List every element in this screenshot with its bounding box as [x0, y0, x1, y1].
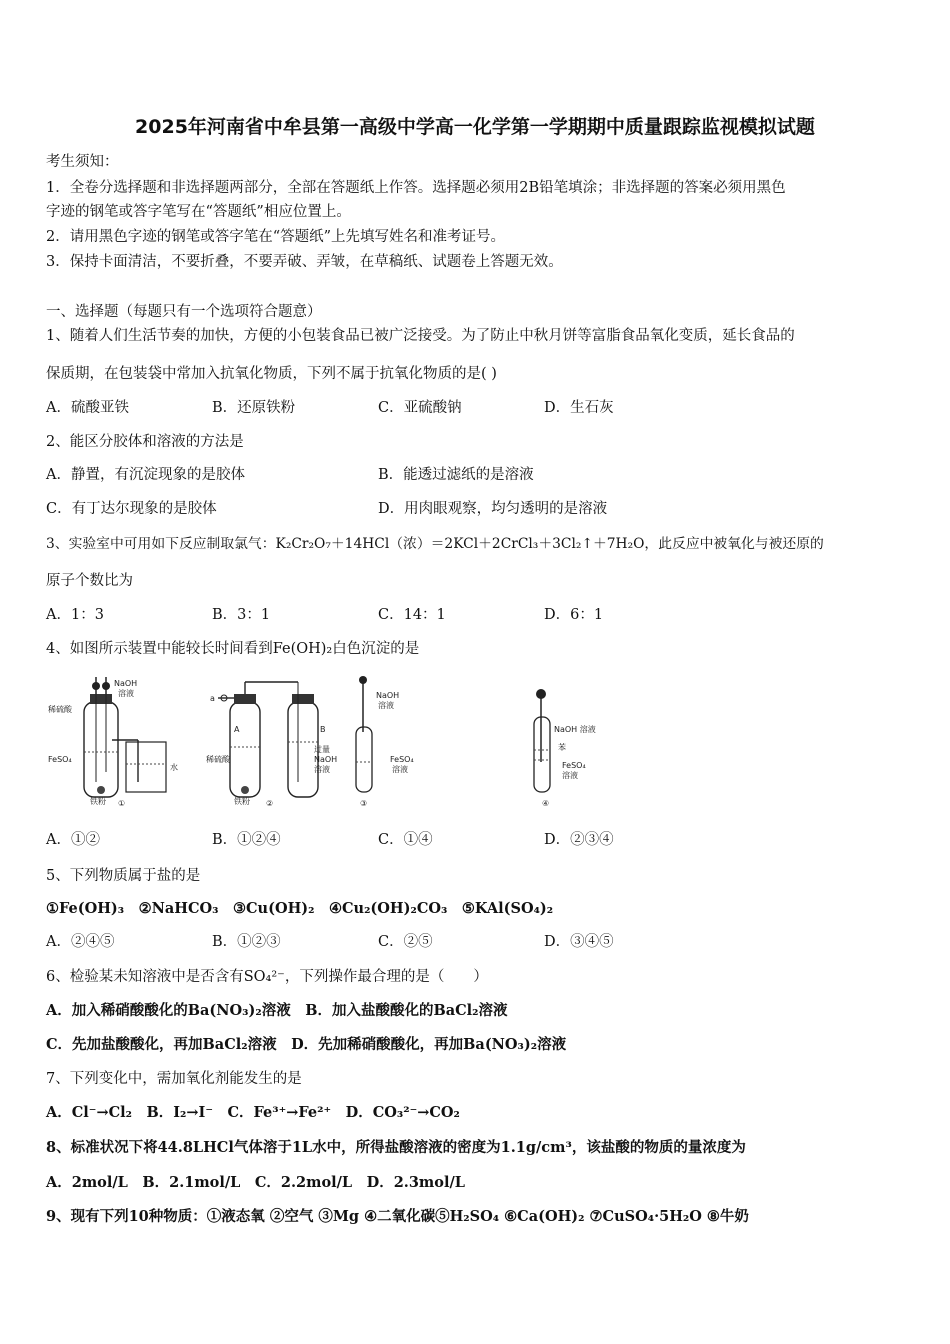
svg-text:溶液: 溶液	[314, 765, 330, 774]
q1-option-c: C．亚硫酸钠	[378, 400, 462, 416]
svg-text:①: ①	[118, 799, 126, 808]
q4-option-c: C．①④	[378, 832, 433, 848]
q5-option-c: C．②⑤	[378, 934, 433, 950]
q6-stem: 6、检验某未知溶液中是否含有SO₄²⁻，下列操作最合理的是（ ）	[46, 969, 488, 985]
svg-text:FeSO₄: FeSO₄	[562, 761, 586, 770]
q8-options: A．2mol/L B．2.1mol/L C．2.2mol/L D．2.3mol/L	[46, 1174, 465, 1191]
q4-stem: 4、如图所示装置中能较长时间看到Fe(OH)₂白色沉淀的是	[46, 641, 420, 657]
svg-text:NaOH: NaOH	[376, 691, 400, 700]
svg-text:溶液: 溶液	[378, 701, 394, 710]
apparatus-figure-3	[350, 672, 440, 817]
q4-option-d: D．②③④	[544, 832, 614, 848]
section-heading: 一、选择题（每题只有一个选项符合题意）	[46, 304, 322, 320]
svg-text:④: ④	[542, 799, 550, 808]
q2-option-b: B．能透过滤纸的是溶液	[378, 467, 534, 483]
svg-text:溶液: 溶液	[392, 765, 408, 774]
q3-option-c: C．14：1	[378, 607, 446, 623]
apparatus-figure-4	[528, 672, 628, 817]
svg-text:稀硫酸: 稀硫酸	[48, 705, 72, 714]
q4-option-a: A．①②	[46, 832, 100, 848]
q8-stem: 8、标准状况下将44.8LHCl气体溶于1L水中，所得盐酸溶液的密度为1.1g/cm³，该盐酸的物质的量浓度为	[46, 1139, 746, 1156]
q1-option-b: B．还原铁粉	[212, 400, 296, 416]
q5-option-d: D．③④⑤	[544, 934, 614, 950]
svg-text:FeSO₄: FeSO₄	[48, 755, 72, 764]
q2-option-d: D．用肉眼观察，均匀透明的是溶液	[378, 501, 608, 517]
svg-text:NaOH: NaOH	[114, 679, 138, 688]
q1-stem: 1、随着人们生活节奏的加快，方便的小包装食品已被广泛接受。为了防止中秋月饼等富脂食品氧化变质，延长食品的	[46, 328, 795, 344]
svg-text:稀硫酸: 稀硫酸	[206, 755, 230, 764]
q3-option-b: B．3：1	[212, 607, 271, 623]
svg-text:苯: 苯	[558, 743, 566, 752]
svg-text:溶液: 溶液	[562, 771, 578, 780]
q1-option-d: D．生石灰	[544, 400, 614, 416]
svg-text:NaOH: NaOH	[314, 755, 338, 764]
q3-option-a: A．1：3	[46, 607, 104, 623]
svg-text:溶液: 溶液	[118, 689, 134, 698]
notice-item: 3．保持卡面清洁，不要折叠，不要弄破、弄皱，在草稿纸、试题卷上答题无效。	[46, 254, 563, 270]
q6-options-ab: A．加入稀硝酸酸化的Ba(NO₃)₂溶液 B．加入盐酸酸化的BaCl₂溶液	[46, 1002, 508, 1019]
notice-heading: 考生须知：	[46, 154, 119, 170]
apparatus-figure-1	[46, 672, 196, 817]
notice-item: 字迹的钢笔或答字笔写在“答题纸”相应位置上。	[46, 204, 351, 220]
svg-text:a: a	[210, 694, 215, 703]
svg-text:铁粉: 铁粉	[90, 797, 106, 806]
svg-text:②: ②	[266, 799, 274, 808]
q6-options-cd: C．先加盐酸酸化，再加BaCl₂溶液 D．先加稀硝酸酸化，再加Ba(NO₃)₂溶液	[46, 1036, 567, 1053]
q9-stem: 9、现有下列10种物质：①液态氧 ②空气 ③Mg ④二氧化碳⑤H₂SO₄ ⑥Ca(OH)₂ ⑦CuSO₄·5H₂O ⑧牛奶	[46, 1208, 749, 1225]
q1-option-a: A．硫酸亚铁	[46, 400, 129, 416]
q5-list: ①Fe(OH)₃ ②NaHCO₃ ③Cu(OH)₂ ④Cu₂(OH)₂CO₃ ⑤KAl(SO₄)₂	[46, 900, 554, 917]
q2-option-c: C．有丁达尔现象的是胶体	[46, 501, 217, 517]
svg-text:铁粉: 铁粉	[234, 797, 250, 806]
q7-options: A．Cl⁻→Cl₂ B．I₂→I⁻ C．Fe³⁺→Fe²⁺ D．CO₃²⁻→CO₂	[46, 1104, 460, 1121]
notice-item: 1．全卷分选择题和非选择题两部分，全部在答题纸上作答。选择题必须用2B铅笔填涂；非选择题的答案必须用黑色	[46, 180, 786, 196]
page-title: 2025年河南省中牟县第一高级中学高一化学第一学期期中质量跟踪监视模拟试题	[135, 116, 815, 138]
q5-option-b: B．①②③	[212, 934, 281, 950]
notice-item: 2．请用黑色字迹的钢笔或答字笔在“答题纸”上先填写姓名和准考证号。	[46, 229, 506, 245]
q2-stem: 2、能区分胶体和溶液的方法是	[46, 434, 244, 450]
svg-text:过量: 过量	[314, 745, 330, 754]
q5-option-a: A．②④⑤	[46, 934, 115, 950]
svg-text:NaOH 溶液: NaOH 溶液	[554, 725, 596, 734]
svg-text:③: ③	[360, 799, 368, 808]
svg-text:水: 水	[170, 763, 178, 772]
q3-stem-cont: 原子个数比为	[46, 573, 133, 589]
svg-text:B: B	[320, 725, 326, 734]
q3-stem: 3、实验室中可用如下反应制取氯气：K₂Cr₂O₇＋14HCl（浓）＝2KCl＋2CrCl₃＋3Cl₂↑＋7H₂O，此反应中被氧化与被还原的	[46, 536, 824, 552]
svg-text:FeSO₄: FeSO₄	[390, 755, 414, 764]
q3-option-d: D．6：1	[544, 607, 604, 623]
q2-option-a: A．静置，有沉淀现象的是胶体	[46, 467, 245, 483]
q5-stem: 5、下列物质属于盐的是	[46, 868, 201, 884]
q1-stem-cont: 保质期，在包装袋中常加入抗氧化物质，下列不属于抗氧化物质的是( )	[46, 366, 497, 382]
q4-option-b: B．①②④	[212, 832, 281, 848]
q7-stem: 7、下列变化中，需加氧化剂能发生的是	[46, 1071, 302, 1087]
svg-text:A: A	[234, 725, 240, 734]
apparatus-figure-2	[206, 672, 346, 817]
